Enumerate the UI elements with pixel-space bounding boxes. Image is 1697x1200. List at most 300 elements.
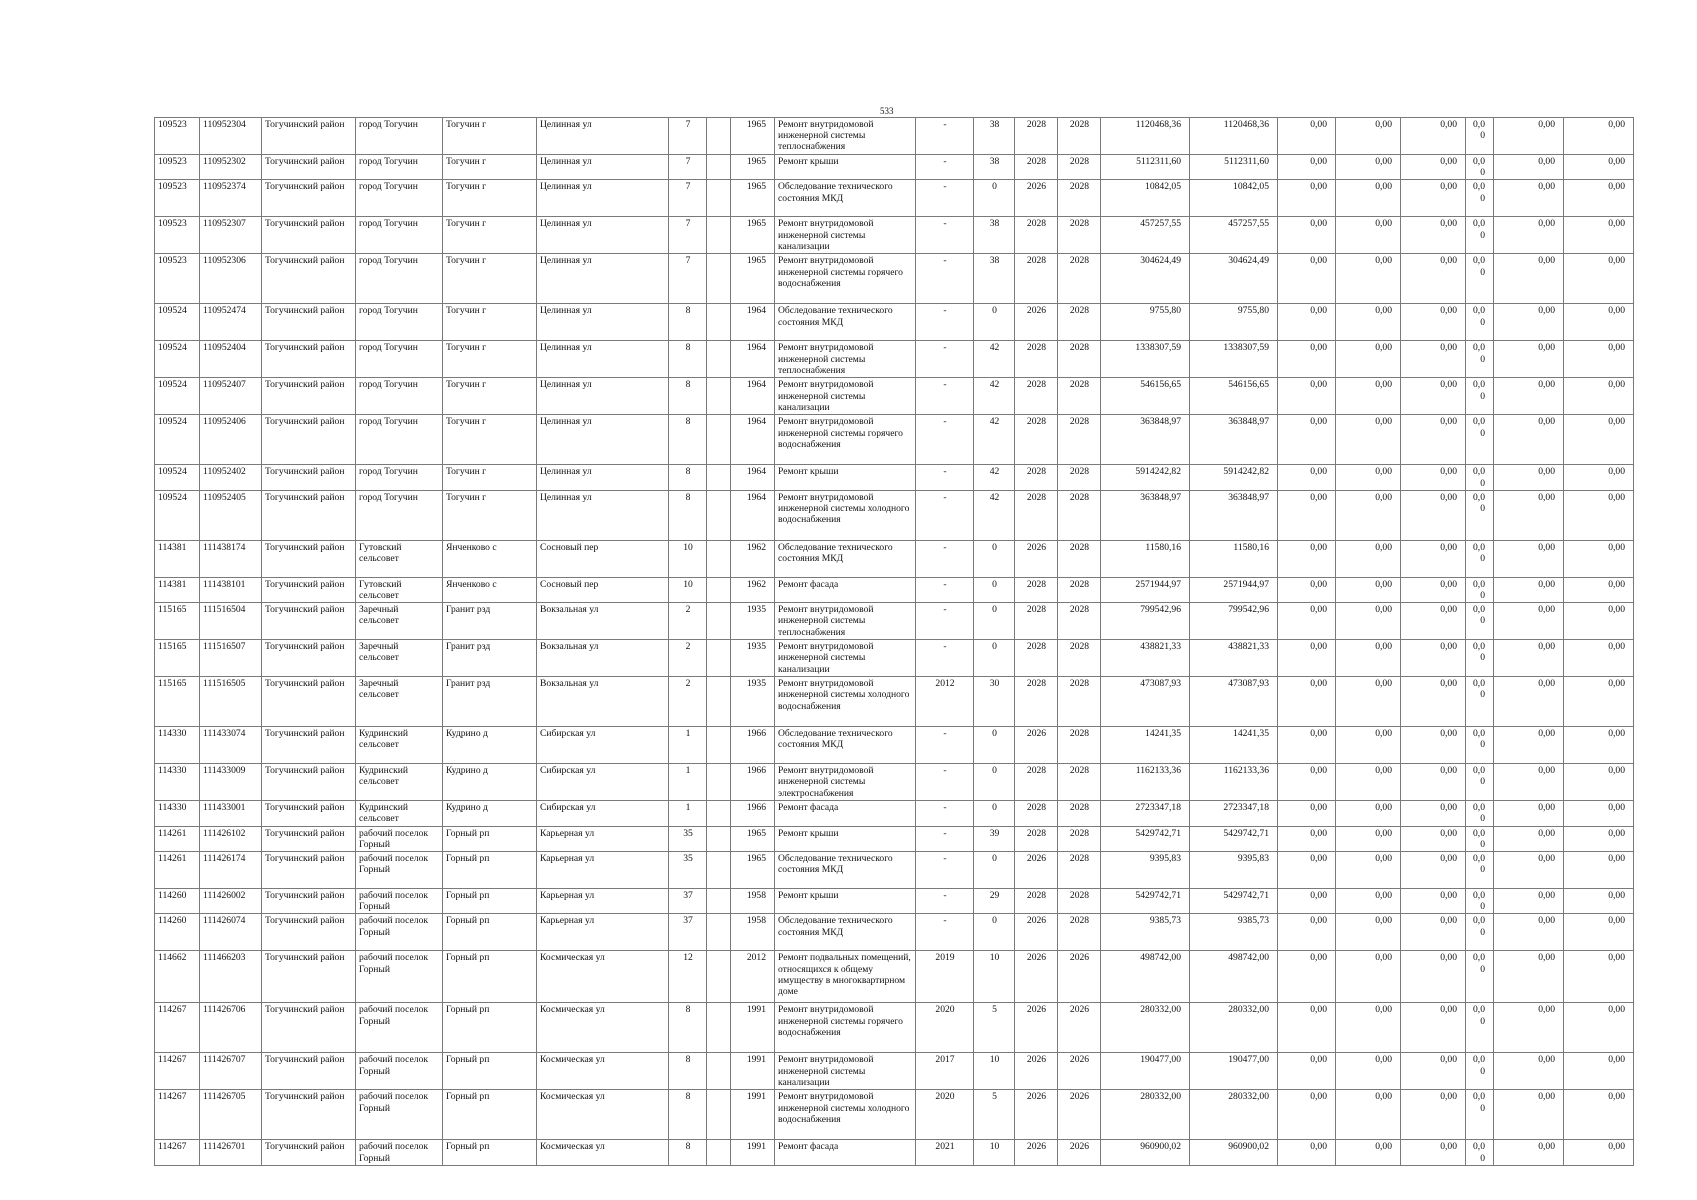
cell-cost-federal: 0,00 — [1278, 180, 1336, 217]
cell-cost-extra: 0,00 — [1466, 764, 1494, 801]
cell-last-repair-year: 2020 — [916, 1090, 974, 1140]
cell-cost-regional: 0,00 — [1336, 577, 1401, 602]
cell-cost-extra: 0,00 — [1466, 603, 1494, 640]
cell-wear-percent: 38 — [974, 118, 1015, 155]
cell-last-repair-year: - — [916, 217, 974, 254]
cell-building — [707, 415, 731, 465]
table-row — [155, 180, 1634, 217]
cell-year-built: 1965 — [731, 155, 775, 180]
cell-wear-percent: 0 — [974, 914, 1015, 951]
cell-year-built: 1965 — [731, 118, 775, 155]
cell-year-built: 1964 — [731, 378, 775, 415]
cell-cost-extra: 0,00 — [1466, 727, 1494, 764]
cell-cost-owners: 0,00 — [1494, 1090, 1564, 1140]
cell-district: Тогучинский район — [262, 1003, 356, 1053]
cell-district: Тогучинский район — [262, 155, 356, 180]
cell-cost-federal: 0,00 — [1278, 852, 1336, 889]
cell-cost-federal: 0,00 — [1278, 490, 1336, 540]
cell-cost-fund: 5112311,60 — [1190, 155, 1278, 180]
cell-municipality: рабочий поселок Горный — [356, 852, 443, 889]
cell-plan-year-from: 2026 — [1015, 304, 1058, 341]
cell-municipality: город Тогучин — [356, 378, 443, 415]
cell-total-cost: 1338307,59 — [1101, 341, 1190, 378]
cell-plan-year-from: 2028 — [1015, 603, 1058, 640]
cell-plan-year-from: 2028 — [1015, 677, 1058, 727]
cell-cost-owners: 0,00 — [1494, 1053, 1564, 1090]
page-number: 533 — [880, 106, 894, 116]
cell-wear-percent: 42 — [974, 341, 1015, 378]
cell-district: Тогучинский район — [262, 540, 356, 577]
cell-house-id: 114267 — [155, 1140, 200, 1165]
cell-municipality: Кудринский сельсовет — [356, 801, 443, 826]
cell-building — [707, 914, 731, 951]
cell-district: Тогучинский район — [262, 640, 356, 677]
cell-district: Тогучинский район — [262, 341, 356, 378]
cell-house-number: 2 — [669, 640, 707, 677]
cell-total-cost: 14241,35 — [1101, 727, 1190, 764]
cell-cost-local: 0,00 — [1401, 180, 1466, 217]
cell-work-type: Ремонт фасада — [775, 801, 916, 826]
cell-total-cost: 473087,93 — [1101, 677, 1190, 727]
table-row — [155, 378, 1634, 415]
cell-plan-year-to: 2028 — [1058, 540, 1101, 577]
cell-municipality: рабочий поселок Горный — [356, 1053, 443, 1090]
cell-cost-extra: 0,00 — [1466, 1090, 1494, 1140]
cell-cost-federal: 0,00 — [1278, 640, 1336, 677]
cell-cost-federal: 0,00 — [1278, 1090, 1336, 1140]
cell-building — [707, 341, 731, 378]
cell-last-repair-year: - — [916, 415, 974, 465]
cell-cost-federal: 0,00 — [1278, 951, 1336, 1003]
cell-cost-other: 0,00 — [1564, 677, 1634, 727]
cell-wear-percent: 10 — [974, 1053, 1015, 1090]
cell-municipality: Заречный сельсовет — [356, 640, 443, 677]
cell-house-number: 8 — [669, 1140, 707, 1165]
cell-plan-year-to: 2028 — [1058, 577, 1101, 602]
cell-cost-owners: 0,00 — [1494, 304, 1564, 341]
cell-plan-year-to: 2028 — [1058, 254, 1101, 304]
cell-total-cost: 5112311,60 — [1101, 155, 1190, 180]
cell-work-id: 110952306 — [200, 254, 262, 304]
cell-house-id: 114260 — [155, 889, 200, 914]
cell-total-cost: 190477,00 — [1101, 1053, 1190, 1090]
cell-district: Тогучинский район — [262, 826, 356, 851]
cell-plan-year-to: 2026 — [1058, 1003, 1101, 1053]
cell-settlement: Тогучин г — [443, 304, 537, 341]
cell-house-number: 8 — [669, 415, 707, 465]
cell-wear-percent: 42 — [974, 378, 1015, 415]
cell-district: Тогучинский район — [262, 378, 356, 415]
cell-cost-federal: 0,00 — [1278, 826, 1336, 851]
table-row — [155, 540, 1634, 577]
cell-street: Целинная ул — [537, 304, 669, 341]
cell-building — [707, 1003, 731, 1053]
cell-district: Тогучинский район — [262, 1140, 356, 1165]
cell-work-type: Ремонт крыши — [775, 465, 916, 490]
cell-district: Тогучинский район — [262, 1090, 356, 1140]
cell-street: Карьерная ул — [537, 826, 669, 851]
cell-street: Целинная ул — [537, 341, 669, 378]
cell-cost-fund: 1162133,36 — [1190, 764, 1278, 801]
cell-building — [707, 1090, 731, 1140]
cell-settlement: Тогучин г — [443, 180, 537, 217]
cell-cost-other: 0,00 — [1564, 727, 1634, 764]
cell-cost-local: 0,00 — [1401, 415, 1466, 465]
cell-plan-year-to: 2028 — [1058, 603, 1101, 640]
cell-district: Тогучинский район — [262, 603, 356, 640]
cell-work-type: Ремонт внутридомовой инженерной системы канализации — [775, 640, 916, 677]
cell-last-repair-year: - — [916, 118, 974, 155]
cell-work-type: Ремонт внутридомовой инженерной системы холодного водоснабжения — [775, 677, 916, 727]
cell-total-cost: 9755,80 — [1101, 304, 1190, 341]
cell-house-number: 37 — [669, 889, 707, 914]
cell-wear-percent: 10 — [974, 951, 1015, 1003]
cell-house-id: 114330 — [155, 801, 200, 826]
cell-work-id: 111516505 — [200, 677, 262, 727]
cell-cost-extra: 0,00 — [1466, 254, 1494, 304]
cell-cost-extra: 0,00 — [1466, 217, 1494, 254]
cell-cost-federal: 0,00 — [1278, 254, 1336, 304]
cell-work-id: 111438174 — [200, 540, 262, 577]
cell-year-built: 1964 — [731, 341, 775, 378]
cell-cost-extra: 0,00 — [1466, 1140, 1494, 1165]
cell-cost-federal: 0,00 — [1278, 727, 1336, 764]
cell-cost-owners: 0,00 — [1494, 540, 1564, 577]
cell-cost-local: 0,00 — [1401, 951, 1466, 1003]
cell-cost-fund: 9385,73 — [1190, 914, 1278, 951]
cell-building — [707, 217, 731, 254]
cell-wear-percent: 0 — [974, 640, 1015, 677]
cell-plan-year-to: 2028 — [1058, 341, 1101, 378]
cell-plan-year-from: 2028 — [1015, 889, 1058, 914]
cell-last-repair-year: - — [916, 378, 974, 415]
cell-wear-percent: 0 — [974, 727, 1015, 764]
cell-work-type: Ремонт внутридомовой инженерной системы электроснабжения — [775, 764, 916, 801]
cell-settlement: Горный рп — [443, 1053, 537, 1090]
cell-cost-federal: 0,00 — [1278, 341, 1336, 378]
cell-house-id: 109523 — [155, 118, 200, 155]
cell-cost-federal: 0,00 — [1278, 155, 1336, 180]
cell-last-repair-year: - — [916, 801, 974, 826]
cell-cost-federal: 0,00 — [1278, 764, 1336, 801]
cell-cost-extra: 0,00 — [1466, 415, 1494, 465]
cell-wear-percent: 5 — [974, 1090, 1015, 1140]
cell-settlement: Горный рп — [443, 826, 537, 851]
cell-plan-year-to: 2028 — [1058, 677, 1101, 727]
cell-house-id: 109524 — [155, 490, 200, 540]
cell-house-number: 35 — [669, 852, 707, 889]
cell-house-id: 114330 — [155, 764, 200, 801]
cell-house-id: 109524 — [155, 465, 200, 490]
cell-work-id: 110952304 — [200, 118, 262, 155]
cell-street: Карьерная ул — [537, 889, 669, 914]
cell-municipality: рабочий поселок Горный — [356, 1003, 443, 1053]
cell-last-repair-year: 2017 — [916, 1053, 974, 1090]
cell-cost-local: 0,00 — [1401, 677, 1466, 727]
cell-house-id: 109523 — [155, 254, 200, 304]
cell-cost-federal: 0,00 — [1278, 217, 1336, 254]
cell-settlement: Тогучин г — [443, 378, 537, 415]
cell-cost-owners: 0,00 — [1494, 889, 1564, 914]
cell-district: Тогучинский район — [262, 577, 356, 602]
cell-year-built: 1964 — [731, 490, 775, 540]
cell-cost-extra: 0,00 — [1466, 889, 1494, 914]
table-row — [155, 1003, 1634, 1053]
cell-last-repair-year: - — [916, 764, 974, 801]
cell-cost-fund: 438821,33 — [1190, 640, 1278, 677]
cell-cost-fund: 498742,00 — [1190, 951, 1278, 1003]
cell-cost-local: 0,00 — [1401, 465, 1466, 490]
cell-work-type: Ремонт внутридомовой инженерной системы горячего водоснабжения — [775, 254, 916, 304]
cell-cost-owners: 0,00 — [1494, 1003, 1564, 1053]
cell-wear-percent: 42 — [974, 415, 1015, 465]
cell-settlement: Тогучин г — [443, 465, 537, 490]
cell-settlement: Горный рп — [443, 852, 537, 889]
cell-street: Космическая ул — [537, 951, 669, 1003]
cell-plan-year-to: 2028 — [1058, 180, 1101, 217]
cell-cost-other: 0,00 — [1564, 254, 1634, 304]
cell-house-id: 114381 — [155, 577, 200, 602]
cell-building — [707, 951, 731, 1003]
cell-plan-year-to: 2028 — [1058, 727, 1101, 764]
cell-municipality: рабочий поселок Горный — [356, 914, 443, 951]
cell-cost-federal: 0,00 — [1278, 118, 1336, 155]
cell-cost-owners: 0,00 — [1494, 603, 1564, 640]
cell-last-repair-year: 2020 — [916, 1003, 974, 1053]
cell-cost-owners: 0,00 — [1494, 640, 1564, 677]
cell-cost-local: 0,00 — [1401, 1053, 1466, 1090]
cell-work-id: 110952404 — [200, 341, 262, 378]
table-row — [155, 677, 1634, 727]
cell-year-built: 1965 — [731, 254, 775, 304]
cell-total-cost: 1120468,36 — [1101, 118, 1190, 155]
cell-wear-percent: 38 — [974, 155, 1015, 180]
cell-cost-federal: 0,00 — [1278, 415, 1336, 465]
cell-house-number: 1 — [669, 801, 707, 826]
cell-wear-percent: 0 — [974, 764, 1015, 801]
cell-settlement: Тогучин г — [443, 341, 537, 378]
cell-cost-regional: 0,00 — [1336, 378, 1401, 415]
cell-cost-regional: 0,00 — [1336, 889, 1401, 914]
cell-cost-federal: 0,00 — [1278, 677, 1336, 727]
cell-cost-fund: 280332,00 — [1190, 1090, 1278, 1140]
cell-settlement: Горный рп — [443, 1003, 537, 1053]
cell-street: Целинная ул — [537, 378, 669, 415]
cell-cost-fund: 190477,00 — [1190, 1053, 1278, 1090]
cell-municipality: Гутовский сельсовет — [356, 540, 443, 577]
cell-cost-owners: 0,00 — [1494, 490, 1564, 540]
cell-cost-local: 0,00 — [1401, 577, 1466, 602]
cell-plan-year-from: 2028 — [1015, 826, 1058, 851]
cell-cost-local: 0,00 — [1401, 540, 1466, 577]
cell-house-number: 8 — [669, 378, 707, 415]
cell-work-id: 110952307 — [200, 217, 262, 254]
cell-cost-other: 0,00 — [1564, 914, 1634, 951]
cell-municipality: город Тогучин — [356, 118, 443, 155]
cell-cost-extra: 0,00 — [1466, 951, 1494, 1003]
capital-repair-table — [154, 117, 1634, 1166]
cell-cost-regional: 0,00 — [1336, 465, 1401, 490]
cell-house-id: 114267 — [155, 1003, 200, 1053]
cell-wear-percent: 42 — [974, 465, 1015, 490]
cell-cost-other: 0,00 — [1564, 490, 1634, 540]
cell-plan-year-from: 2028 — [1015, 465, 1058, 490]
cell-cost-local: 0,00 — [1401, 764, 1466, 801]
cell-plan-year-from: 2026 — [1015, 180, 1058, 217]
cell-work-id: 111426706 — [200, 1003, 262, 1053]
cell-last-repair-year: - — [916, 914, 974, 951]
cell-municipality: город Тогучин — [356, 415, 443, 465]
cell-building — [707, 540, 731, 577]
cell-cost-extra: 0,00 — [1466, 180, 1494, 217]
cell-wear-percent: 0 — [974, 577, 1015, 602]
cell-plan-year-to: 2028 — [1058, 217, 1101, 254]
cell-cost-owners: 0,00 — [1494, 914, 1564, 951]
cell-plan-year-from: 2026 — [1015, 727, 1058, 764]
cell-total-cost: 5914242,82 — [1101, 465, 1190, 490]
cell-cost-regional: 0,00 — [1336, 764, 1401, 801]
table-row — [155, 801, 1634, 826]
cell-cost-regional: 0,00 — [1336, 603, 1401, 640]
cell-municipality: Гутовский сельсовет — [356, 577, 443, 602]
cell-last-repair-year: - — [916, 341, 974, 378]
table-row — [155, 490, 1634, 540]
cell-building — [707, 304, 731, 341]
cell-settlement: Янченково с — [443, 540, 537, 577]
cell-settlement: Тогучин г — [443, 254, 537, 304]
cell-house-number: 35 — [669, 826, 707, 851]
cell-last-repair-year: - — [916, 490, 974, 540]
cell-wear-percent: 38 — [974, 217, 1015, 254]
cell-municipality: город Тогучин — [356, 304, 443, 341]
cell-work-id: 110952374 — [200, 180, 262, 217]
cell-cost-extra: 0,00 — [1466, 826, 1494, 851]
cell-cost-federal: 0,00 — [1278, 1003, 1336, 1053]
cell-cost-federal: 0,00 — [1278, 914, 1336, 951]
cell-cost-federal: 0,00 — [1278, 1053, 1336, 1090]
cell-cost-local: 0,00 — [1401, 341, 1466, 378]
table-row — [155, 1140, 1634, 1165]
cell-cost-federal: 0,00 — [1278, 801, 1336, 826]
cell-wear-percent: 0 — [974, 852, 1015, 889]
cell-street: Целинная ул — [537, 415, 669, 465]
cell-wear-percent: 38 — [974, 254, 1015, 304]
cell-house-id: 114267 — [155, 1090, 200, 1140]
cell-building — [707, 640, 731, 677]
cell-building — [707, 180, 731, 217]
cell-house-number: 8 — [669, 1053, 707, 1090]
cell-house-number: 1 — [669, 727, 707, 764]
cell-settlement: Гранит рзд — [443, 603, 537, 640]
table-row — [155, 304, 1634, 341]
cell-cost-other: 0,00 — [1564, 640, 1634, 677]
cell-building — [707, 852, 731, 889]
cell-wear-percent: 0 — [974, 603, 1015, 640]
cell-cost-owners: 0,00 — [1494, 217, 1564, 254]
cell-cost-owners: 0,00 — [1494, 465, 1564, 490]
cell-year-built: 1991 — [731, 1053, 775, 1090]
cell-house-number: 7 — [669, 155, 707, 180]
cell-plan-year-to: 2028 — [1058, 852, 1101, 889]
cell-cost-fund: 5914242,82 — [1190, 465, 1278, 490]
cell-building — [707, 603, 731, 640]
cell-cost-regional: 0,00 — [1336, 540, 1401, 577]
cell-cost-other: 0,00 — [1564, 304, 1634, 341]
cell-cost-regional: 0,00 — [1336, 677, 1401, 727]
cell-settlement: Тогучин г — [443, 217, 537, 254]
cell-work-type: Обследование технического состояния МКД — [775, 914, 916, 951]
cell-wear-percent: 39 — [974, 826, 1015, 851]
cell-street: Сибирская ул — [537, 727, 669, 764]
cell-building — [707, 118, 731, 155]
cell-cost-federal: 0,00 — [1278, 378, 1336, 415]
cell-cost-extra: 0,00 — [1466, 540, 1494, 577]
cell-year-built: 1958 — [731, 889, 775, 914]
cell-settlement: Кудрино д — [443, 801, 537, 826]
cell-street: Целинная ул — [537, 254, 669, 304]
cell-plan-year-from: 2028 — [1015, 341, 1058, 378]
cell-municipality: рабочий поселок Горный — [356, 826, 443, 851]
cell-cost-local: 0,00 — [1401, 801, 1466, 826]
cell-street: Космическая ул — [537, 1140, 669, 1165]
cell-house-number: 8 — [669, 341, 707, 378]
cell-cost-local: 0,00 — [1401, 826, 1466, 851]
cell-cost-extra: 0,00 — [1466, 1003, 1494, 1053]
cell-house-number: 2 — [669, 603, 707, 640]
cell-house-number: 1 — [669, 764, 707, 801]
cell-settlement: Горный рп — [443, 889, 537, 914]
table-row — [155, 603, 1634, 640]
table-row — [155, 640, 1634, 677]
cell-cost-local: 0,00 — [1401, 254, 1466, 304]
cell-cost-fund: 799542,96 — [1190, 603, 1278, 640]
cell-plan-year-to: 2026 — [1058, 1053, 1101, 1090]
cell-plan-year-from: 2026 — [1015, 1090, 1058, 1140]
cell-work-type: Ремонт подвальных помещений, относящихся к общему имуществу в многоквартирном доме — [775, 951, 916, 1003]
cell-work-id: 111426002 — [200, 889, 262, 914]
cell-plan-year-to: 2028 — [1058, 304, 1101, 341]
cell-district: Тогучинский район — [262, 764, 356, 801]
cell-plan-year-to: 2028 — [1058, 490, 1101, 540]
cell-work-id: 111433001 — [200, 801, 262, 826]
cell-district: Тогучинский район — [262, 801, 356, 826]
cell-total-cost: 438821,33 — [1101, 640, 1190, 677]
cell-cost-other: 0,00 — [1564, 1090, 1634, 1140]
cell-cost-extra: 0,00 — [1466, 577, 1494, 602]
cell-building — [707, 727, 731, 764]
cell-cost-regional: 0,00 — [1336, 155, 1401, 180]
cell-house-id: 114662 — [155, 951, 200, 1003]
cell-municipality: город Тогучин — [356, 341, 443, 378]
cell-plan-year-from: 2028 — [1015, 764, 1058, 801]
cell-municipality: Кудринский сельсовет — [356, 764, 443, 801]
cell-cost-owners: 0,00 — [1494, 677, 1564, 727]
cell-plan-year-to: 2028 — [1058, 640, 1101, 677]
cell-house-id: 109524 — [155, 415, 200, 465]
cell-plan-year-to: 2026 — [1058, 951, 1101, 1003]
cell-plan-year-to: 2028 — [1058, 118, 1101, 155]
cell-street: Целинная ул — [537, 180, 669, 217]
cell-street: Сосновый пер — [537, 577, 669, 602]
cell-cost-owners: 0,00 — [1494, 826, 1564, 851]
cell-cost-local: 0,00 — [1401, 1140, 1466, 1165]
cell-work-id: 111433074 — [200, 727, 262, 764]
cell-plan-year-to: 2028 — [1058, 415, 1101, 465]
table-row — [155, 1053, 1634, 1090]
cell-cost-regional: 0,00 — [1336, 1053, 1401, 1090]
cell-last-repair-year: - — [916, 727, 974, 764]
cell-municipality: город Тогучин — [356, 465, 443, 490]
